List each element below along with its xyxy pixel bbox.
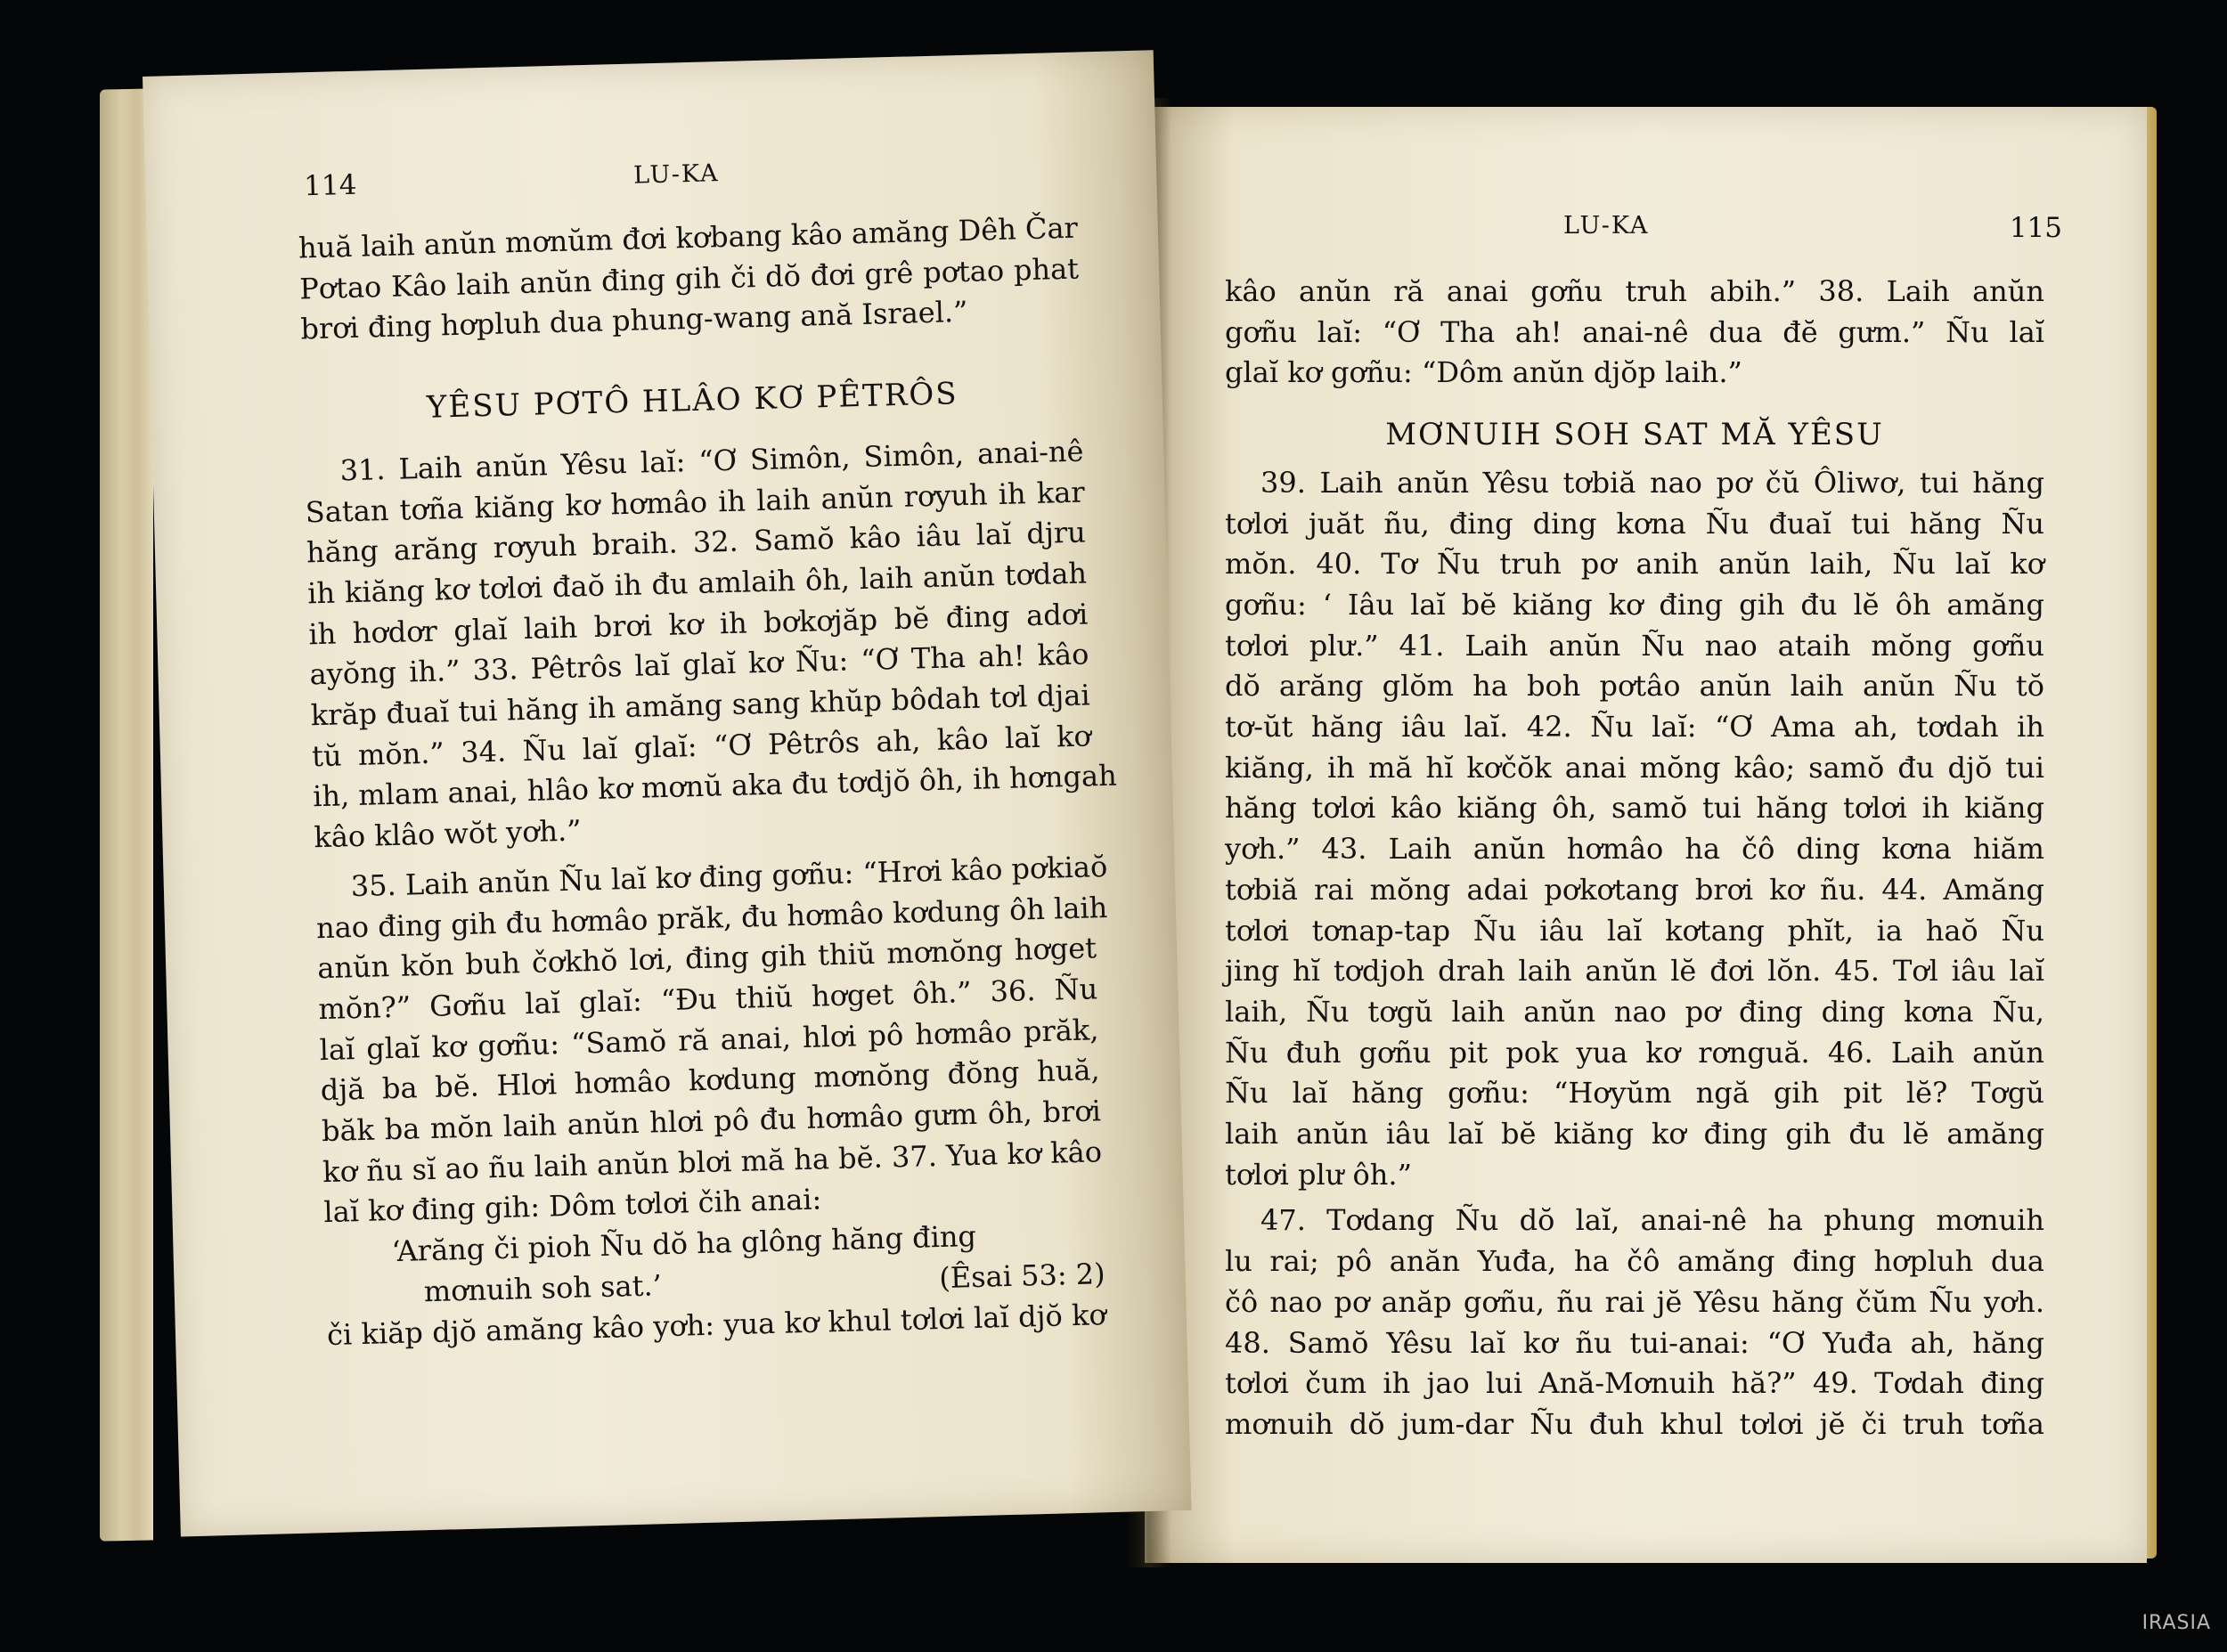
text-line: Ñu laĭ hăng gơñu: “Hơyŭm ngă gih pit lĕ? Tơgŭ xyxy=(1225,1076,2044,1111)
left-page-edges xyxy=(100,88,153,1541)
text-line: Ñu đuh gơñu pit pok yua kơ rơnguă. 46. Laih anŭn xyxy=(1225,1035,2044,1070)
text-line: 35. Laih anŭn Ñu laĭ kơ đing gơñu: “Hrơi kâo pơkiaŏ xyxy=(350,849,1108,904)
text-line: laĭ kơ đing gih: Dôm tơlơi čih anai: xyxy=(322,1182,822,1230)
right-page xyxy=(1145,107,2147,1563)
text-line: laih anŭn iâu laĭ bĕ kiăng kơ đing gih đu lĕ amăng xyxy=(1225,1117,2044,1152)
text-line: mŏn?” Gơñu laĭ glaĭ: “Đu thiŭ hơget ôh.” 36. Ñu xyxy=(317,972,1098,1027)
text-line: 48. Samŏ Yêsu laĭ kơ ñu tui-anai: “Ơ Yuđa ah, hăng xyxy=(1225,1325,2044,1360)
text-line: tơlơi plư ôh.” xyxy=(1225,1157,1412,1192)
right-running-title: LU-KA xyxy=(1563,212,1650,240)
text-line: huă laih anŭn mơnŭm đơi kơbang kâo amăng Dêh Čar xyxy=(298,210,1079,265)
right-page-number: 115 xyxy=(2009,212,2062,244)
text-line: 31. Laih anŭn Yêsu laĭ: “Ơ Simôn, Simôn, anai-nê xyxy=(339,434,1084,488)
text-line: tơlơi čum ih jao lui Ană-Mơnuih hă?” 49. Tơdah đing xyxy=(1225,1366,2044,1401)
text-line: gơñu: ‘ Iâu laĭ bĕ kiăng kơ đing gih đu lĕ ôh amăng xyxy=(1225,587,2044,622)
text-line: tơlơi tơnap-tap Ñu iâu laĭ kơtang phĭt, ia haŏ Ñu xyxy=(1225,913,2044,948)
text-line: hăng tơlơi kâo kiăng ôh, samŏ tui hăng tơlơi ih kiăng xyxy=(1225,791,2044,826)
text-line: kâo klâo wŏt yơh.” xyxy=(313,813,583,855)
text-line: Pơtao Kâo laih anŭn đing gih či dŏ đơi grê pơtao phat xyxy=(298,251,1080,306)
text-line: krăp đuaĭ tui hăng ih amăng sang khŭp bôdah tơl djai xyxy=(310,678,1091,733)
text-line: djă ba bĕ. Hlơi hơmâo kơdung mơnŏng đŏng huă, xyxy=(320,1053,1101,1108)
text-line: 47. Tơdang Ñu dŏ laĭ, anai-nê ha phung mơnuih xyxy=(1260,1203,2044,1238)
text-line: tơlơi juăt ñu, đing ding kơna Ñu đuaĭ tui hăng Ñu xyxy=(1225,506,2044,541)
text-line: lu rai; pô anăn Yuđa, ha čô amăng đing hơpluh dua xyxy=(1225,1244,2044,1279)
text-line: 39. Laih anŭn Yêsu tơbiă nao pơ čŭ Ôliwơ, tui hăng xyxy=(1260,465,2044,500)
text-line: tơlơi plư.” 41. Laih anŭn Ñu nao ataih mŏng gơñu xyxy=(1225,628,2044,663)
text-line: či kiăp djŏ amăng kâo yơh: yua kơ khul tơlơi laĭ djŏ kơ xyxy=(326,1297,1107,1352)
right-running-head xyxy=(1145,212,2147,248)
text-line: čô nao pơ anăp gơñu, ñu rai jĕ Yêsu hăng čŭm Ñu yơh. xyxy=(1225,1284,2044,1319)
text-line: kơ ñu sĭ ao ñu laih anŭn blơi mă ha bĕ. 37. Yua kơ kâo xyxy=(322,1134,1103,1189)
text-line: gơñu laĭ: “Ơ Tha ah! anai-nê dua đĕ gưm.” Ñu laĭ xyxy=(1225,314,2044,349)
text-line: ih, mlam anai, hlâo kơ mơnŭ aka đu tơdjŏ ôh, ih hơngah xyxy=(312,759,1118,814)
text-line: laih, Ñu tơgŭ laih anŭn nao pơ đing ding kơna Ñu, xyxy=(1225,994,2044,1029)
text-line: hăng arăng rơyuh braih. 32. Samŏ kâo iâu laĭ djru xyxy=(306,515,1087,570)
text-line: nao đing gih đu hơmâo prăk, đu hơmâo kơdung ôh laih xyxy=(315,890,1108,945)
left-page-number: 114 xyxy=(303,168,357,203)
text-line: kâo anŭn ră anai gơñu truh abih.” 38. Laih anŭn xyxy=(1225,274,2044,308)
text-line: brơi đing hơpluh dua phung-wang ană Israel.” xyxy=(299,295,968,346)
scripture-quote-line: ‘Arăng či pioh Ñu dŏ ha glông hăng đing xyxy=(391,1219,977,1269)
right-body-text xyxy=(1225,272,2044,1445)
text-line: ih hơdơr glaĭ laih brơi kơ ih bơkơjăp bĕ đing adơi xyxy=(307,597,1089,651)
left-running-title: LU-KA xyxy=(632,159,720,190)
text-line: ih kiăng kơ tơlơi đaŏ ih đu amlaih ôh, laih anŭn tơdah xyxy=(306,556,1088,611)
left-running-head xyxy=(145,148,1157,210)
text-line: mơnuih dŏ jum-dar Ñu đuh khul tơlơi jĕ či truh tơña xyxy=(1225,1406,2044,1441)
watermark: IRASIA xyxy=(2141,1612,2211,1634)
text-line: tŭ mŏn.” 34. Ñu laĭ glaĭ: “Ơ Pêtrôs ah, kâo laĭ kơ xyxy=(311,719,1092,774)
text-line: mŏn. 40. Tơ Ñu truh pơ anih anŭn laih, Ñu laĭ kơ xyxy=(1225,547,2044,582)
text-line: ayŏng ih.” 33. Pêtrôs laĭ glaĭ kơ Ñu: “Ơ Tha ah! kâo xyxy=(309,637,1089,692)
text-line: jing hĭ tơdjoh drah laih anŭn lĕ đơi lŏn. 45. Tơl iâu laĭ xyxy=(1225,954,2044,989)
scripture-quote-text: mơnuih soh sat.’ xyxy=(423,1268,663,1309)
text-line: Satan tơña kiăng kơ hơmâo ih laih anŭn rơyuh ih kar xyxy=(305,474,1086,529)
text-line: kiăng, ih mă hĭ kơčŏk anai mŏng kâo; samŏ đu djŏ tui xyxy=(1225,750,2044,785)
text-line: anŭn kŏn buh čơkhŏ lơi, đing gih thiŭ mơnŏng hơget xyxy=(316,931,1097,986)
text-line: laĭ glaĭ kơ gơñu: “Samŏ ră anai, hlơi pô hơmâo prăk, xyxy=(319,1012,1099,1067)
section-heading: MƠNUIH SOH SAT MĂ YÊSU xyxy=(1385,417,1884,453)
left-body-text xyxy=(298,208,1118,1356)
text-line: dŏ arăng glŏm ha boh pơtâo anŭn laih anŭn Ñu tŏ xyxy=(1225,669,2044,704)
section-heading: YÊSU PƠTÔ HLÂO KƠ PÊTRÔS xyxy=(426,376,959,426)
text-line: yơh.” 43. Laih anŭn hơmâo ha čô ding kơna hiăm xyxy=(1225,832,2044,867)
text-line: băk ba mŏn laih anŭn hlơi pô đu hơmâo gưm ôh, brơi xyxy=(321,1094,1102,1149)
text-line: tơ-ŭt hăng iâu laĭ. 42. Ñu laĭ: “Ơ Ama ah, tơdah ih xyxy=(1225,710,2044,745)
text-line: glaĭ kơ gơñu: “Dôm anŭn djŏp laih.” xyxy=(1225,355,1742,390)
scripture-reference: (Êsai 53: 2) xyxy=(938,1257,1106,1295)
text-line: tơbiă rai mŏng adai pơkơtang brơi kơ ñu. 44. Amăng xyxy=(1225,872,2044,907)
left-page xyxy=(143,50,1192,1536)
